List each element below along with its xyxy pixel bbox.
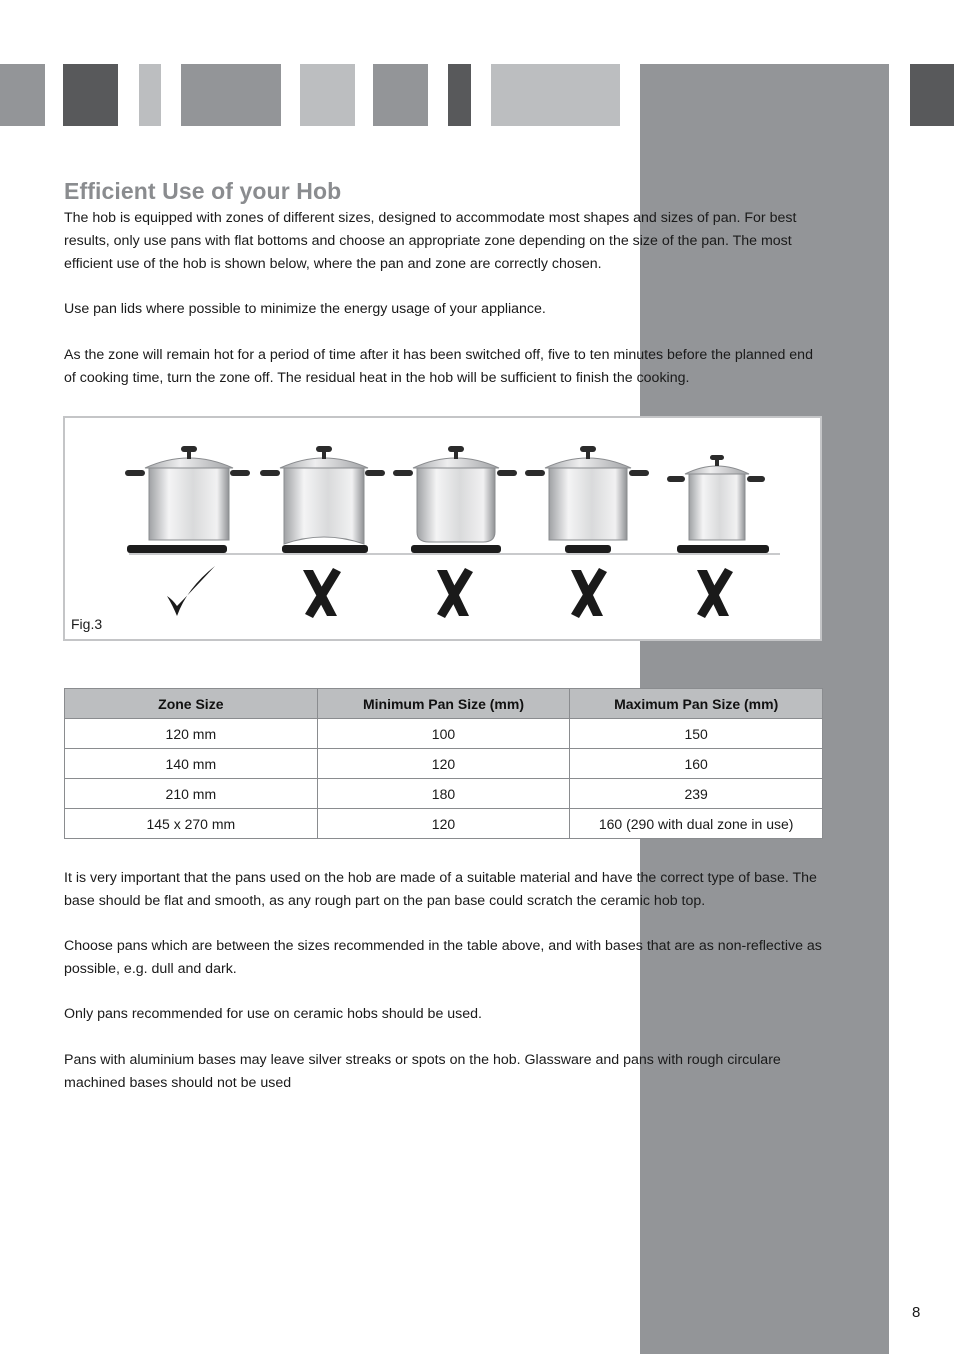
cross-icon bbox=[437, 568, 473, 618]
figure-label: Fig.3 bbox=[71, 616, 103, 632]
table-row bbox=[65, 719, 823, 749]
cross-icon bbox=[303, 568, 341, 618]
table-cell: 120 bbox=[317, 749, 570, 779]
header-bar-8 bbox=[491, 64, 620, 126]
header-bar-7 bbox=[448, 64, 471, 126]
pan-too-small-for-zone bbox=[525, 446, 649, 553]
pan-size-table bbox=[64, 688, 823, 839]
table-cell: 180 bbox=[317, 779, 570, 809]
aluminium-paragraph: Pans with aluminium bases may leave silver streaks or spots on the hob. Glassware and pans with rough circulare machined bases should not be used bbox=[64, 1052, 781, 1091]
table-cell: 150 bbox=[570, 719, 823, 749]
intro-paragraph-3: As the zone will remain hot for a period of time after it has been switched off, five to ten minutes before the planned end of cooking time, turn the zone off. The residual heat in the hob will be sufficient to finish the cooking. bbox=[64, 347, 813, 386]
table-row bbox=[65, 779, 823, 809]
pan-correct bbox=[125, 446, 250, 553]
table-header-row bbox=[65, 689, 823, 719]
ceramic-paragraph: Only pans recommended for use on ceramic hobs should be used. bbox=[64, 1006, 482, 1022]
table-cell: 160 bbox=[570, 749, 823, 779]
table-header-min-pan-size: Minimum Pan Size (mm) bbox=[317, 689, 570, 719]
intro-paragraph-1: The hob is equipped with zones of different sizes, designed to accommodate most shapes and sizes of pan. For best results, only use pans with flat bottoms and choose an appropriate zone depending on the size of the pan. The most efficient use of the hob is shown below, where the pan and zone are correctly chosen. bbox=[64, 210, 797, 272]
figure-pan-illustration bbox=[63, 416, 822, 641]
pan-too-large-for-zone bbox=[667, 455, 769, 553]
header-bar-4 bbox=[181, 64, 281, 126]
header-bar-5 bbox=[300, 64, 355, 126]
header-bar-9 bbox=[910, 64, 954, 126]
table-row bbox=[65, 749, 823, 779]
check-icon bbox=[167, 566, 215, 616]
pan-warped-base bbox=[260, 446, 385, 553]
table-header-max-pan-size: Maximum Pan Size (mm) bbox=[570, 689, 823, 719]
pans-illustration bbox=[65, 418, 820, 639]
page-title: Efficient Use of your Hob bbox=[64, 178, 342, 204]
intro-paragraph-2: Use pan lids where possible to minimize the energy usage of your appliance. bbox=[64, 301, 546, 317]
table-header-zone-size: Zone Size bbox=[65, 689, 318, 719]
pan-concave-base bbox=[393, 446, 517, 553]
table-cell: 160 (290 with dual zone in use) bbox=[570, 809, 823, 839]
header-bar-3 bbox=[139, 64, 161, 126]
header-bar-2 bbox=[63, 64, 118, 126]
table-cell: 140 mm bbox=[65, 749, 318, 779]
header-bar-6 bbox=[373, 64, 428, 126]
table-cell: 210 mm bbox=[65, 779, 318, 809]
header-bar-1 bbox=[0, 64, 45, 126]
page-number: 8 bbox=[912, 1304, 921, 1321]
material-paragraph: It is very important that the pans used on the hob are made of a suitable material and have the correct type of base. The base should be flat and smooth, as any rough part on the pan base could scratch the ceramic hob top. bbox=[64, 870, 817, 909]
cross-icon bbox=[571, 568, 607, 618]
table-row bbox=[65, 809, 823, 839]
table-cell: 239 bbox=[570, 779, 823, 809]
table-cell: 120 mm bbox=[65, 719, 318, 749]
table-cell: 120 bbox=[317, 809, 570, 839]
size-paragraph: Choose pans which are between the sizes recommended in the table above, and with bases that are as non-reflective as possible, e.g. dull and dark. bbox=[64, 938, 822, 977]
table-cell: 145 x 270 mm bbox=[65, 809, 318, 839]
table-cell: 100 bbox=[317, 719, 570, 749]
cross-icon bbox=[697, 568, 733, 618]
